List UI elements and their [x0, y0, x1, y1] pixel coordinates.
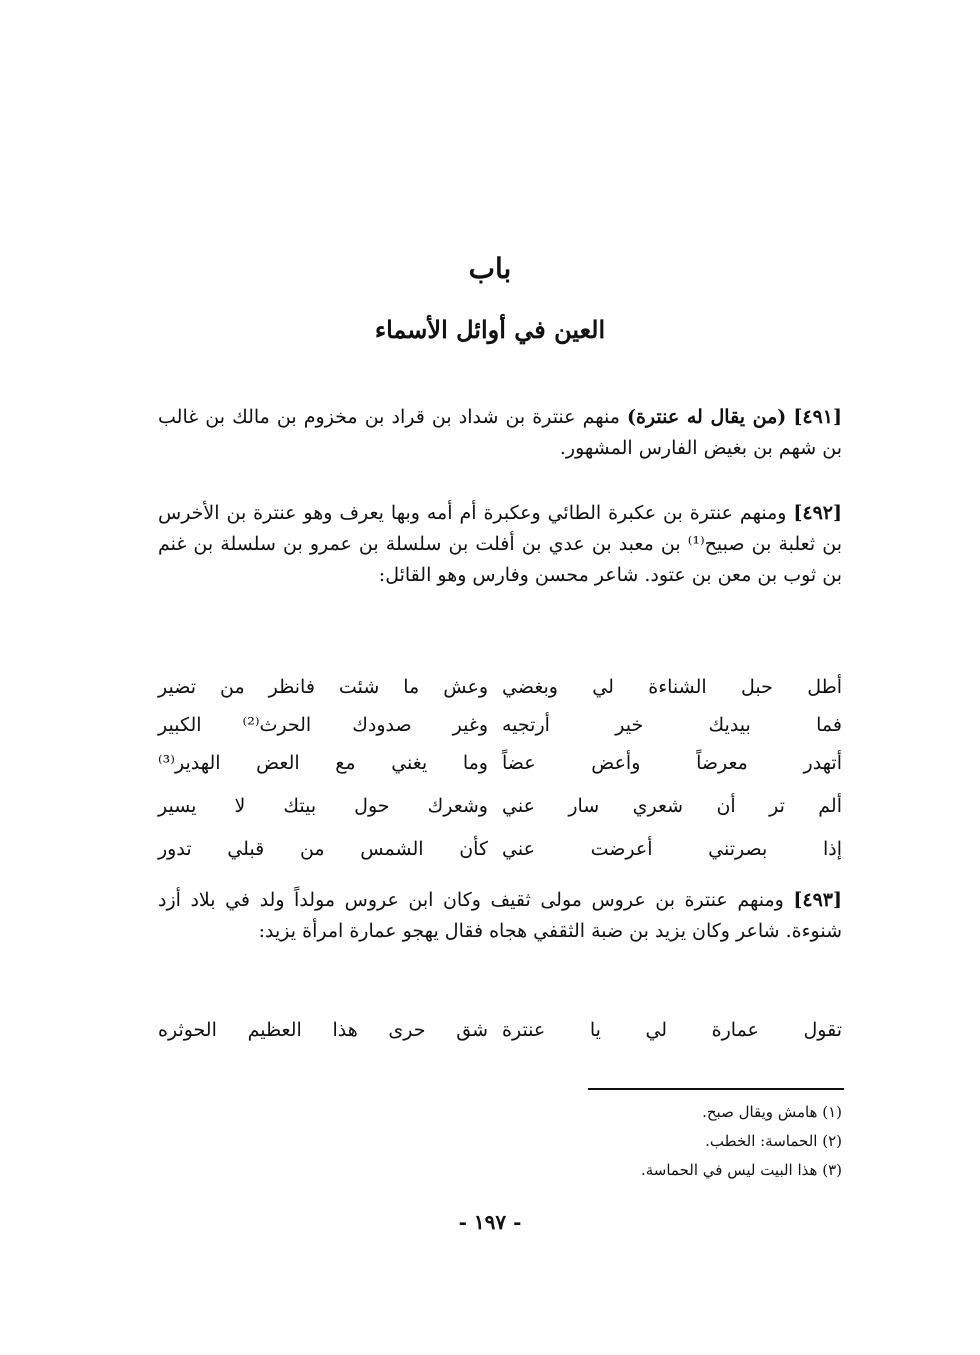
chapter-subtitle: العين في أوائل الأسماء [374, 315, 606, 344]
footnote-divider [588, 1088, 844, 1090]
entry-number: [٤٩٣] [793, 889, 842, 911]
poem-verse [158, 834, 842, 865]
page-number: - ١٩٧ - [458, 1210, 522, 1234]
entry-number: [٤٩٢] [793, 502, 842, 524]
verse-first-hemistich: ألم تر أن شعري سار عني [502, 795, 842, 817]
entry-text: منهم عنترة بن شداد بن قراد بن مخزوم بن مالك بن غالب بن شهم بن بغيض الفارس المشهور. [158, 406, 842, 459]
poem-verse [158, 1015, 842, 1046]
poem-verse [158, 748, 842, 779]
verse-second-hemistich: شق حرى هذا العظيم الحوثره [158, 1019, 488, 1041]
verse-first-hemistich: تقول عمارة لي يا عنترة [502, 1019, 842, 1041]
footnote-3: (٣) هذا البيت ليس في الحماسة. [640, 1161, 842, 1179]
poem-verse [158, 672, 842, 703]
verse-second-hemistich: وعش ما شئت فانظر من تضير [158, 676, 488, 698]
entry-text: ومنهم عنترة بن عكبرة الطائي وعكبرة أم أمه وبها يعرف وهو عنترة بن الأخرس بن ثعلبة بن صبيح⁽¹⁾ بن معبد بن عدي بن أفلت بن سلسلة بن عمرو بن سلسلة بن غنم بن ثوب بن معن بن عتود. شاعر محسن وفارس وهو القائل: [158, 502, 842, 586]
verse-first-hemistich: إذا بصرتني أعرضت عني [502, 838, 842, 860]
entry-491 [158, 402, 842, 464]
verse-first-hemistich: أتهدر معرضاً وأعض عضاً [502, 752, 842, 774]
verse-second-hemistich: وما يغني مع العض الهدير⁽³⁾ [158, 752, 488, 774]
poem-verse [158, 710, 842, 741]
verse-first-hemistich: أطل حبل الشناءة لي وبغضي [502, 676, 842, 698]
footnotes [442, 1098, 842, 1185]
verse-second-hemistich: وغير صدودك الحرث⁽²⁾ الكبير [158, 714, 489, 736]
footnote-2: (٢) الحماسة: الخطب. [705, 1132, 842, 1150]
footnote-1: (١) هامش ويقال صبح. [702, 1103, 842, 1121]
verse-second-hemistich: كأن الشمس من قبلي تدور [158, 838, 488, 860]
poem-verse [158, 791, 842, 822]
chapter-title: باب [468, 252, 512, 285]
entry-493 [158, 885, 842, 947]
verse-first-hemistich: فما بيديك خير أرتجيه [502, 714, 842, 736]
verse-second-hemistich: وشعرك حول بيتك لا يسير [158, 795, 488, 817]
entry-lead: (من يقال له عنترة) [626, 406, 787, 428]
entry-text: ومنهم عنترة بن عروس مولى ثقيف وكان ابن عروس مولداً ولد في بلاد أزد شنوءة. شاعر وكان يزيد بن ضبة الثقفي هجاه فقال يهجو عمارة امرأة يزيد: [158, 889, 842, 942]
entry-492 [158, 498, 842, 591]
entry-number: [٤٩١] [793, 406, 842, 428]
